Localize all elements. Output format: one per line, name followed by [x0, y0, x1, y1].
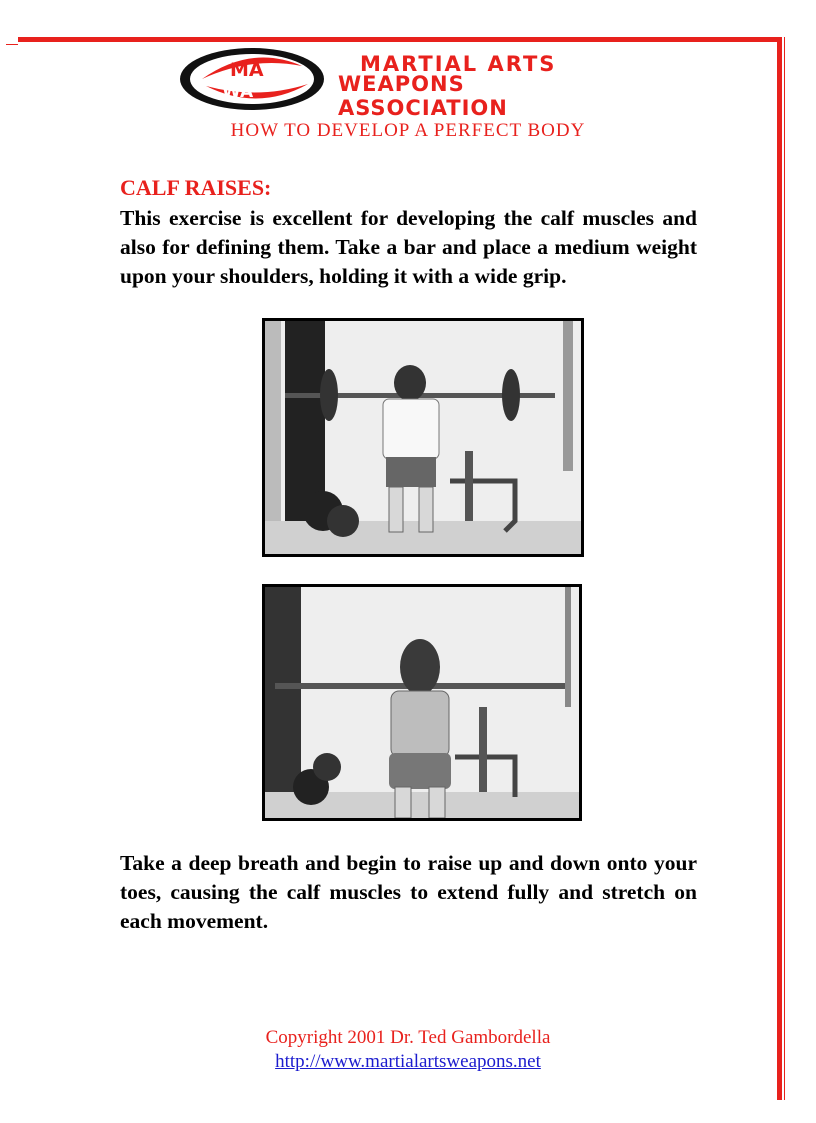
page-border-top-tick — [6, 44, 18, 45]
instructions-paragraph: Take a deep breath and begin to raise up and down onto your toes, causing the calf muscles to extend fully and stretch on each movement. — [120, 851, 697, 933]
mawa-logo — [178, 46, 330, 112]
brand-line-2: WEAPONS ASSOCIATION — [338, 72, 508, 120]
calf-raise-photo-close-view — [262, 584, 582, 821]
section-heading: CALF RAISES: — [120, 175, 272, 200]
intro-paragraph: This exercise is excellent for developing the calf muscles and also for defining them. Take a bar and place a medium weight upon your shoulders, holding it with a wide grip. — [120, 206, 697, 288]
brand-name — [338, 52, 638, 120]
copyright-text: Copyright 2001 Dr. Ted Gambordella — [265, 1027, 551, 1048]
page-border-right-thin — [784, 37, 785, 1100]
logo-top-text: MA — [230, 59, 264, 81]
page-subtitle: HOW TO DEVELOP A PERFECT BODY — [230, 120, 586, 141]
brand-line-1: MARTIAL ARTS — [360, 52, 557, 76]
calf-raise-photo-back-view — [262, 318, 584, 557]
logo-bottom-text: WA — [222, 82, 254, 102]
page-border-right — [777, 37, 782, 1100]
page-border-top — [18, 37, 782, 42]
website-link[interactable]: http://www.martialartsweapons.net — [275, 1051, 541, 1072]
